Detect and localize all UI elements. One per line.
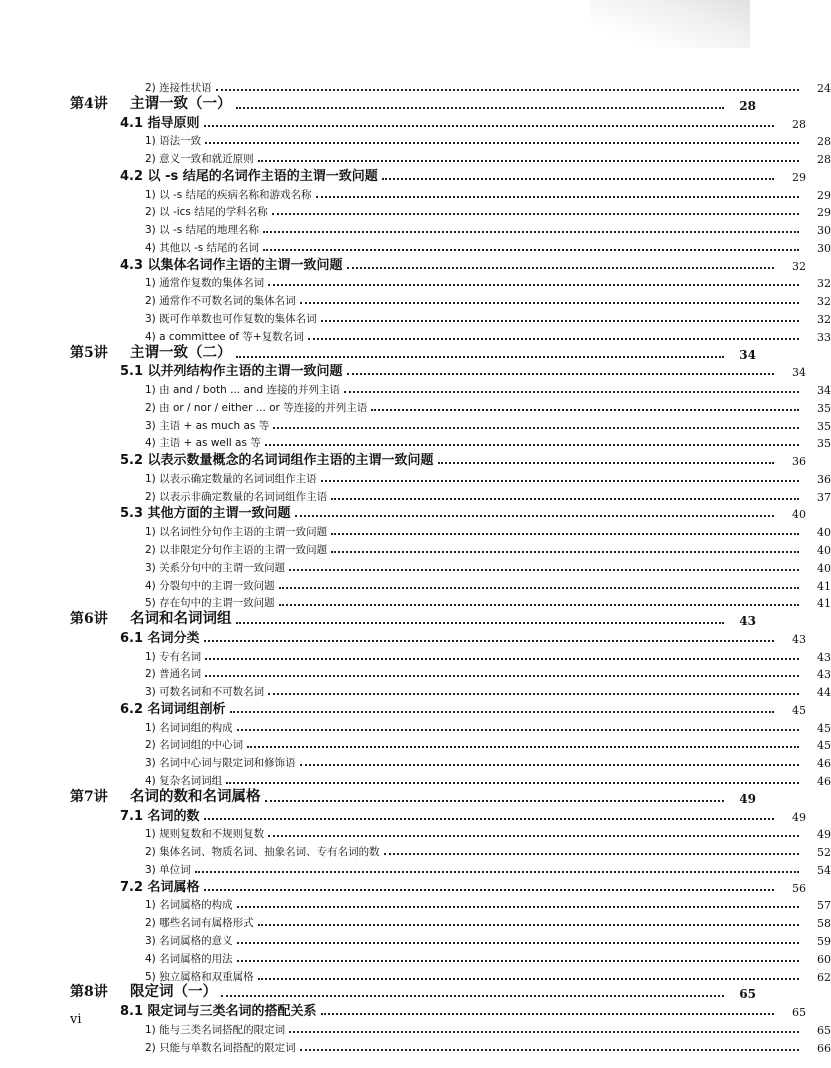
toc-section-entry [0,1002,806,1019]
entry-title: 4) 复杂名词词组 [145,775,223,788]
page-number: 57 [817,899,831,913]
toc-section-entry [0,362,806,379]
toc-subsection-entry [0,931,831,948]
toc-subsection-entry [0,842,831,859]
page-number: 46 [817,757,831,771]
page-number: 28 [817,135,831,149]
dot-leader [289,1031,799,1033]
page-number: 34 [817,384,831,398]
page-number: 41 [817,597,831,611]
toc-subsection-entry [0,718,831,735]
dot-leader [279,587,799,589]
toc-subsection-entry [0,753,831,770]
page-number: 28 [817,153,831,167]
entry-title: 2) 以非限定分句作主语的主谓一致问题 [145,544,328,557]
entry-title: 1) 规则复数和不规则复数 [145,828,265,841]
dot-leader [236,356,725,358]
dot-leader [268,835,799,837]
dot-leader [236,107,725,109]
dot-leader [331,498,799,500]
toc-subsection-entry [0,469,831,486]
page-number: 49 [817,828,831,842]
entry-title: 1) 以 -s 结尾的疾病名称和游戏名称 [145,188,312,201]
page-number: 32 [817,295,831,309]
toc-lecture-entry [0,608,756,628]
dot-leader [221,995,724,997]
page-number: 30 [817,241,831,255]
toc-section-entry [0,878,806,895]
page-number: 37 [817,490,831,504]
page-number: 46 [817,775,831,789]
dot-leader [347,267,774,269]
dot-leader [279,604,799,606]
page-number: 58 [817,917,831,931]
dot-leader [331,533,799,535]
dot-leader [321,1013,774,1015]
dot-leader [289,569,799,571]
dot-leader [230,711,774,713]
page-number: 60 [817,952,831,966]
page-number: 34 [739,347,756,362]
dot-leader [438,462,774,464]
toc-subsection-entry [0,682,831,699]
entry-title: 5.2 以表示数量概念的名词词组作主语的主谓一致问题 [120,453,434,469]
toc-subsection-entry [0,558,831,575]
page-number: 59 [817,934,831,948]
entry-title: 5.1 以并列结构作主语的主谓一致问题 [120,364,343,380]
page-number: 66 [817,1041,831,1055]
dot-leader [272,213,799,215]
dot-leader [300,1049,799,1051]
toc-subsection-entry [0,273,831,290]
page-number: 29 [817,206,831,220]
toc-subsection-entry [0,949,831,966]
page-number: 32 [792,259,806,273]
toc-subsection-entry [0,309,831,326]
page-number: 45 [792,703,806,717]
entry-title: 2) 连接性状语 [145,82,212,94]
toc-subsection-entry [0,416,831,433]
page-number: 65 [739,987,756,1002]
toc-section-entry [0,807,806,824]
entry-title: 7.2 名词属格 [120,879,200,895]
page-number: 45 [817,739,831,753]
toc-subsection-entry [0,185,831,202]
entry-title: 5) 存在句中的主谓一致问题 [145,597,275,610]
page-number: 62 [817,970,831,984]
entry-title: 2) 以 -ics 结尾的学科名称 [145,206,268,219]
dot-leader [237,960,799,962]
page-number: 40 [817,561,831,575]
dot-leader [300,302,799,304]
page-number: 33 [817,330,831,344]
page-number: 35 [817,419,831,433]
toc-subsection-entry [0,220,831,237]
dot-leader [273,427,799,429]
entry-title: 3) 关系分句中的主谓一致问题 [145,561,286,574]
lecture-number: 第5讲 [70,344,108,361]
dot-leader [237,906,799,908]
page-number: 30 [817,224,831,238]
entry-title: 4) 名词属格的用法 [145,952,233,965]
entry-title: 4) 其他以 -s 结尾的名词 [145,241,260,254]
entry-title: 5) 独立属格和双重属格 [145,970,254,983]
dot-leader [265,800,725,802]
entry-title: 主谓一致（二） [130,343,232,361]
page-number: 43 [817,650,831,664]
dot-leader [295,515,774,517]
dot-leader [205,675,799,677]
toc-lecture-entry [0,93,756,113]
dot-leader [268,284,799,286]
entry-title: 8.1 限定词与三类名词的搭配关系 [120,1004,317,1020]
entry-title: 4.3 以集体名词作主语的主谓一致问题 [120,257,343,273]
toc-lecture-entry [0,786,756,806]
entry-title: 3) 既可作单数也可作复数的集体名词 [145,313,317,325]
entry-title: 1) 名词词组的构成 [145,721,233,734]
entry-title: 6.1 名词分类 [120,630,200,646]
page-number: 43 [792,632,806,646]
entry-title: 4.2 以 -s 结尾的名词作主语的主谓一致问题 [120,168,378,184]
dot-leader [331,551,799,553]
entry-title: 1) 以名词性分句作主语的主谓一致问题 [145,526,328,539]
toc-subsection-entry [0,860,831,877]
dot-leader [265,444,799,446]
entry-title: 3) 主语 + as much as 等 [145,419,270,432]
entry-title: 2) 通常作不可数名词的集体名词 [145,295,296,308]
dot-leader [263,249,799,251]
entry-title: 限定词（一） [130,983,217,1001]
page-number: 32 [817,313,831,326]
toc-subsection-entry [0,735,831,752]
entry-title: 4.1 指导原则 [120,115,200,131]
entry-title: 1) 专有名词 [145,650,202,663]
toc-subsection-entry [0,647,831,664]
dot-leader [308,338,799,340]
page-folio: vi [70,1012,82,1027]
dot-leader [237,729,799,731]
page-number: 36 [792,455,806,469]
toc-lecture-entry [0,981,756,1001]
dot-leader [371,409,799,411]
lecture-number: 第8讲 [70,984,108,1001]
dot-leader [204,889,774,891]
entry-title: 2) 哪些名词有属格形式 [145,917,254,930]
entry-title: 3) 名词属格的意义 [145,934,233,947]
entry-title: 1) 通常作复数的集体名词 [145,277,265,290]
toc-subsection-entry [0,238,831,255]
entry-title: 2) 普通名词 [145,668,202,681]
dot-leader [226,782,799,784]
dot-leader [204,125,774,127]
dot-leader [195,871,799,873]
page-number: 36 [817,472,831,486]
entry-title: 1) 由 and / both ... and 连接的并列主语 [145,384,341,397]
toc-section-entry [0,256,806,273]
page-number: 40 [817,544,831,558]
entry-title: 4) 主语 + as well as 等 [145,437,261,450]
page-number: 44 [817,686,831,700]
entry-title: 1) 以表示确定数量的名词词组作主语 [145,472,317,485]
entry-title: 6.2 名词词组剖析 [120,701,226,717]
page-number: 41 [817,579,831,593]
scan-shadow [590,0,750,48]
entry-title: 7.1 名词的数 [120,808,200,824]
entry-title: 主谓一致（一） [130,94,232,112]
entry-title: 3) 名词中心词与限定词和修饰语 [145,757,296,770]
entry-title: 5.3 其他方面的主谓一致问题 [120,506,291,522]
page-number: 45 [817,721,831,735]
toc-section-entry [0,451,806,468]
dot-leader [205,142,799,144]
toc-subsection-entry [0,913,831,930]
page-number: 65 [817,1023,831,1037]
dot-leader [384,853,799,855]
toc-subsection-entry [0,487,831,504]
lecture-number: 第7讲 [70,788,108,805]
page-number: 65 [792,1006,806,1020]
toc-subsection-entry [0,202,831,219]
entry-title: 3) 单位词 [145,863,191,876]
dot-leader [247,746,799,748]
toc-subsection-entry [0,149,831,166]
dot-leader [236,622,725,624]
entry-title: 1) 语法一致 [145,135,202,148]
page-number: 52 [817,846,831,860]
entry-title: 4) a committee of 等+复数名词 [145,330,304,343]
toc-subsection-entry [0,380,831,397]
page-number: 35 [817,437,831,451]
dot-leader [258,978,799,980]
entry-title: 2) 集体名词、物质名词、抽象名词、专有名词的数 [145,846,380,859]
page-number: 28 [792,117,806,131]
toc-section-entry [0,629,806,646]
toc-subsection-entry [0,1020,831,1037]
entry-title: 1) 名词属格的构成 [145,899,233,912]
dot-leader [204,640,774,642]
entry-title: 2) 由 or / nor / either ... or 等连接的并列主语 [145,401,368,414]
toc-subsection-entry [0,398,831,415]
toc-subsection-entry [0,540,831,557]
toc-subsection-entry [0,291,831,308]
toc-section-entry [0,114,806,131]
dot-leader [382,178,774,180]
toc-section-entry [0,167,806,184]
entry-title: 名词的数和名词属格 [130,787,261,805]
dot-leader [205,658,799,660]
page-number: 49 [792,810,806,824]
page-number: 54 [817,863,831,877]
entry-title: 2) 只能与单数名词搭配的限定词 [145,1041,296,1054]
toc-subsection-entry [0,664,831,681]
dot-leader [216,89,799,91]
page-number: 29 [817,188,831,202]
page-number: 28 [739,98,756,113]
toc-subsection-entry [0,576,831,593]
entry-title: 3) 以 -s 结尾的地理名称 [145,224,260,237]
page-number: 34 [792,366,806,380]
dot-leader [268,693,799,695]
toc-subsection-entry [0,895,831,912]
dot-leader [321,320,799,322]
entry-title: 3) 可数名词和不可数名词 [145,686,265,699]
page-number: 29 [792,170,806,184]
entry-title: 2) 以表示非确定数量的名词词组作主语 [145,490,328,503]
page-number: 49 [739,791,756,806]
toc-subsection-entry [0,522,831,539]
page-number: 32 [817,277,831,291]
page-number: 35 [817,401,831,415]
dot-leader [258,160,799,162]
toc-section-entry [0,504,806,521]
toc-subsection-entry [0,433,831,450]
toc-section-entry [0,700,806,717]
dot-leader [258,924,799,926]
entry-title: 2) 名词词组的中心词 [145,739,244,752]
page-number: 56 [792,881,806,895]
entry-title: 1) 能与三类名词搭配的限定词 [145,1023,286,1036]
page-number: 43 [817,668,831,682]
toc-subsection-entry [0,131,831,148]
dot-leader [316,196,799,198]
entry-title: 名词和名词词组 [130,610,232,628]
entry-title: 2) 意义一致和就近原则 [145,153,254,166]
dot-leader [344,391,799,393]
dot-leader [263,231,799,233]
toc-lecture-entry [0,342,756,362]
lecture-number: 第4讲 [70,95,108,112]
page-number: 40 [792,508,806,522]
dot-leader [347,373,774,375]
dot-leader [300,764,799,766]
dot-leader [204,818,774,820]
dot-leader [237,942,799,944]
lecture-number: 第6讲 [70,611,108,628]
page-number: 43 [739,614,756,629]
entry-title: 4) 分裂句中的主谓一致问题 [145,579,275,592]
page-number: 24 [817,82,831,95]
toc-subsection-entry [0,1038,831,1055]
dot-leader [321,480,799,482]
page-number: 40 [817,526,831,540]
toc-subsection-entry [0,824,831,841]
